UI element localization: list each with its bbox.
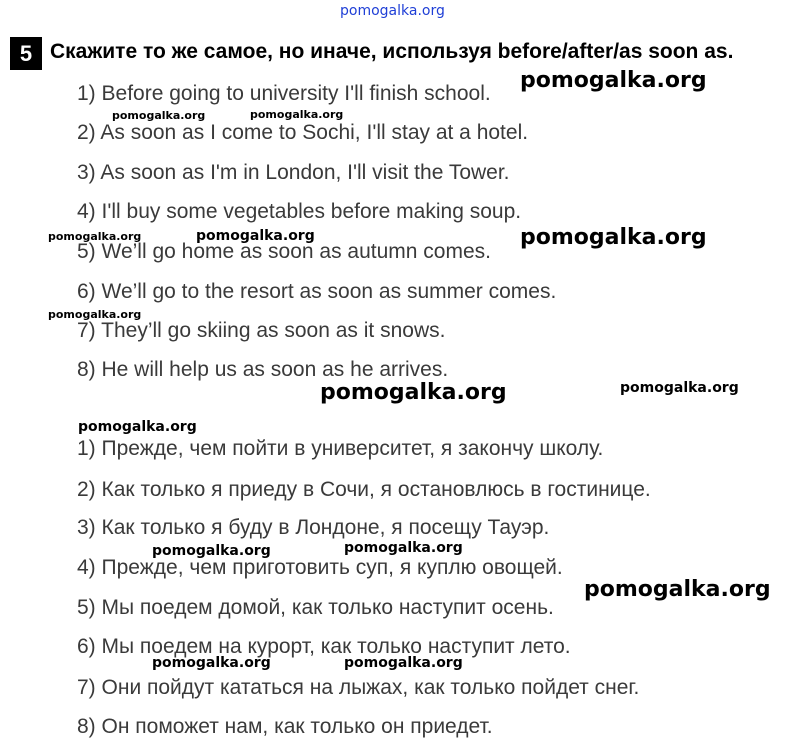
english-answer-1: 1) Before going to university I'll finish school. bbox=[77, 82, 491, 105]
watermark: pomogalka.org bbox=[152, 543, 271, 559]
watermark: pomogalka.org bbox=[48, 230, 142, 243]
watermark: pomogalka.org bbox=[344, 540, 463, 556]
russian-answer-3: 3) Как только я буду в Лондоне, я посещу Тауэр. bbox=[77, 516, 550, 539]
english-answer-3: 3) As soon as I'm in London, I'll visit the Tower. bbox=[77, 161, 510, 184]
watermark: pomogalka.org bbox=[78, 419, 197, 435]
watermark: pomogalka.org bbox=[196, 228, 315, 244]
watermark: pomogalka.org bbox=[584, 577, 771, 602]
english-answer-2: 2) As soon as I come to Sochi, I'll stay at a hotel. bbox=[77, 121, 529, 144]
russian-answer-1: 1) Прежде, чем пойти в университет, я закончу школу. bbox=[77, 437, 604, 460]
site-watermark: pomogalka.org bbox=[340, 3, 445, 19]
watermark: pomogalka.org bbox=[48, 308, 142, 321]
watermark: pomogalka.org bbox=[320, 380, 507, 405]
english-answer-8: 8) He will help us as soon as he arrives. bbox=[77, 358, 449, 381]
english-answer-4: 4) I'll buy some vegetables before making soup. bbox=[77, 200, 522, 223]
task-number-badge: 5 bbox=[10, 37, 42, 70]
watermark: pomogalka.org bbox=[250, 108, 344, 121]
russian-answer-7: 7) Они пойдут кататься на лыжах, как только пойдет снег. bbox=[77, 676, 640, 699]
english-answer-6: 6) We’ll go to the resort as soon as summer comes. bbox=[77, 280, 557, 303]
watermark: pomogalka.org bbox=[520, 68, 707, 93]
russian-answer-8: 8) Он поможет нам, как только он приедет. bbox=[77, 715, 493, 738]
task-title: Скажите то же самое, но иначе, используя before/after/as soon as. bbox=[50, 40, 734, 63]
russian-answer-2: 2) Как только я приеду в Сочи, я остановлюсь в гостинице. bbox=[77, 478, 651, 501]
watermark: pomogalka.org bbox=[520, 225, 707, 250]
english-answer-7: 7) They’ll go skiing as soon as it snows. bbox=[77, 319, 446, 342]
watermark: pomogalka.org bbox=[344, 655, 463, 671]
russian-answer-5: 5) Мы поедем домой, как только наступит осень. bbox=[77, 596, 554, 619]
watermark: pomogalka.org bbox=[620, 380, 739, 396]
english-answer-5: 5) We’ll go home as soon as autumn comes. bbox=[77, 240, 491, 263]
watermark: pomogalka.org bbox=[152, 655, 271, 671]
watermark: pomogalka.org bbox=[112, 109, 206, 122]
russian-answer-6: 6) Мы поедем на курорт, как только наступит лето. bbox=[77, 635, 571, 658]
russian-answer-4: 4) Прежде, чем приготовить суп, я куплю овощей. bbox=[77, 556, 563, 579]
